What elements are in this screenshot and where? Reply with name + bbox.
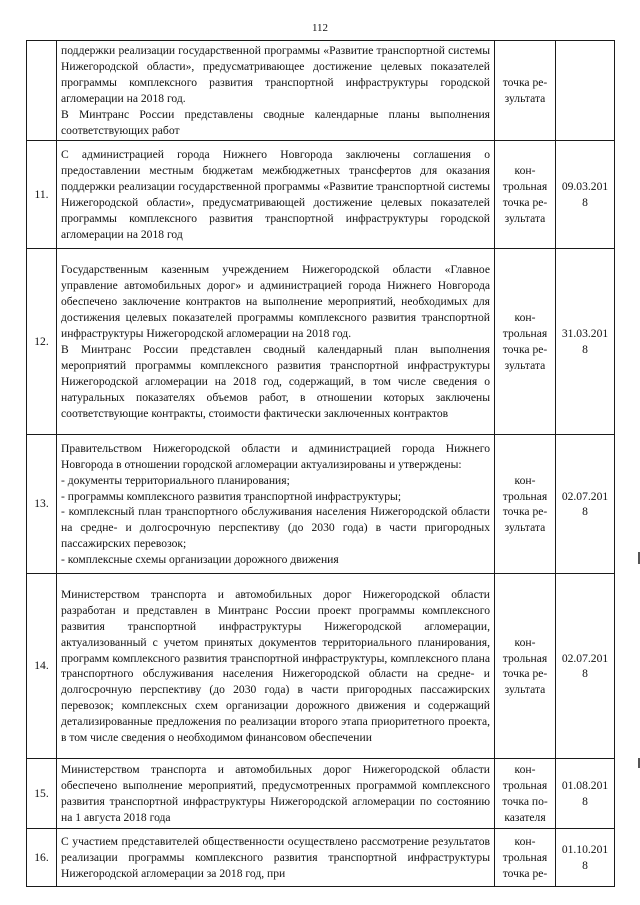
row-text-paragraph: В Минтранс России представлены сводные календарные планы выполнения соответствующих работ [61,107,490,137]
control-type-line: точка ре- [502,667,548,681]
row-number: 13. [27,435,57,574]
row-text-paragraph: Министерством транспорта и автомобильных дорог Нижегородской области разработан и представлен в Минтранс России проект программы комплексного развития транспортной инфраструктуры Нижегородской агломерации, актуализованный с учетом принятых документов территориального планирования, программ комплексного развития транспортной инфраструктуры, комплексного плана транспортного обслуживания населения Нижегородской области на средне- и долгосрочную перспективу (до 2030 года) в части пригородных пассажирских перевозок; комплексных схем организации дорожного движения и содержащий детализированные предложения по реализации второго этапа приоритетного проекта, в том числе сведения о необходимом финансовом обеспечении [61,587,490,745]
row-text-paragraph: - программы комплексного развития транспортной инфраструктуры; [61,489,402,503]
row-control-type [495,249,556,435]
row-text [57,759,495,829]
table-row [27,249,615,435]
control-type-line: кон- [514,635,536,649]
control-type-line: зультата [504,211,546,225]
table-row [27,829,615,887]
date-line: 8 [582,794,588,808]
row-text-paragraph: Правительством Нижегородской области и администрацией города Нижнего Новгорода в отношении городской агломерации актуализированы и утверждены: [61,441,490,471]
date-line: 01.08.201 [561,779,609,793]
row-number: 14. [27,574,57,759]
control-type-line: казателя [504,810,546,824]
row-text-paragraph: В Минтранс России представлен сводный календарный план выполнения мероприятий программы комплексного развития транспортной инфраструктуры Нижегородской агломерации на 2018 год, содержащий, в том числе сведения о натуральных показателях объемов работ, в отношении которых заключены соответствующие контракты, стоимости фактически заключенных контрактов [61,342,490,420]
control-type-line: трольная [502,327,548,341]
row-date [556,141,615,249]
control-type-line: кон- [514,311,536,325]
control-type-line: точка ре- [502,505,548,519]
control-type-line: кон- [514,164,536,178]
date-line: 8 [582,195,588,209]
control-type-line: трольная [502,779,548,793]
row-date [556,41,615,141]
control-type-line: кон- [514,473,536,487]
date-line: 02.07.201 [561,489,609,503]
table-row [27,435,615,574]
row-control-type [495,435,556,574]
row-number: 15. [27,759,57,829]
page-number: 112 [311,22,329,34]
row-text-paragraph: С администрацией города Нижнего Новгорода заключены соглашения о предоставлении местным бюджетам межбюджетных трансфертов для оказания поддержки реализации государственной программы «Развитие транспортной системы Нижегородской области», предусматривающей достижение целевых показателей программы комплексного развития транспортной инфраструктуры городской агломерации на 2018 год [61,148,490,241]
row-text [57,41,495,141]
row-text-paragraph: - документы территориального планирования; [61,473,290,487]
control-type-line: точка ре- [502,75,548,89]
date-line: 09.03.201 [561,180,609,194]
row-text [57,249,495,435]
row-text-paragraph: С участием представителей общественности осуществлено рассмотрение результатов реализации программы комплексного развития транспортной инфраструктуры Нижегородской агломерации за 2018 год, при [61,835,490,880]
row-date [556,435,615,574]
control-type-line: трольная [502,651,548,665]
row-number [27,41,57,141]
date-line: 8 [582,505,588,519]
date-line: 8 [582,858,588,872]
row-control-type [495,759,556,829]
control-type-line: зультата [504,358,546,372]
control-type-line: трольная [502,489,548,503]
row-control-type [495,41,556,141]
control-type-line: зультата [504,91,546,105]
row-number: 12. [27,249,57,435]
row-control-type [495,574,556,759]
row-text-paragraph: Министерством транспорта и автомобильных дорог Нижегородской области обеспечено выполнение мероприятий, предусмотренных программой комплексного развития транспортной инфраструктуры Нижегородской агломерации по состоянию на 1 августа 2018 года [61,763,490,824]
row-date [556,759,615,829]
row-control-type [495,829,556,887]
row-number: 11. [27,141,57,249]
date-line: 8 [582,342,588,356]
table-row [27,141,615,249]
control-type-line: точка ре- [502,342,548,356]
row-date [556,829,615,887]
control-type-line: точка ре- [502,195,548,209]
control-type-line: зультата [504,683,546,697]
date-line: 02.07.201 [561,651,609,665]
row-text [57,574,495,759]
control-type-line: трольная [502,850,548,864]
plan-table [26,40,615,887]
control-type-line: кон- [514,835,536,849]
date-line: 8 [582,667,588,681]
row-text [57,435,495,574]
row-text-paragraph: поддержки реализации государственной программы «Развитие транспортной системы Нижегородской области», предусматривающее достижение целевых показателей программы комплексного развития транспортной инфраструктуры городской агломерации на 2018 год. [61,44,490,105]
row-text [57,829,495,887]
row-date [556,249,615,435]
row-text [57,141,495,249]
control-type-line: точка ре- [502,866,548,880]
table-row [27,574,615,759]
control-type-line: кон- [514,763,536,777]
date-line: 31.03.201 [561,327,609,341]
control-type-line: зультата [504,521,546,535]
row-text-paragraph: - комплексные схемы организации дорожного движения [61,553,339,567]
row-date [556,574,615,759]
table-row [27,759,615,829]
row-control-type [495,141,556,249]
row-text-paragraph: - комплексный план транспортного обслуживания населения Нижегородской области на средне- и долгосрочную перспективу (до 2030 года) в части пригородных пассажирских перевозок; [61,505,490,551]
control-type-line: точка по- [502,794,548,808]
row-text-paragraph: Государственным казенным учреждением Нижегородской области «Главное управление автомобильных дорог» и администрацией города Нижнего Новгорода обеспечено заключение контрактов на выполнение мероприятий, необходимых для достижения целевых показателей программы комплексного развития транспортной инфраструктуры Нижегородской агломерации на 2018 год. [61,263,490,341]
table-row [27,41,615,141]
control-type-line: трольная [502,180,548,194]
date-line: 01.10.201 [561,843,609,857]
row-number: 16. [27,829,57,887]
